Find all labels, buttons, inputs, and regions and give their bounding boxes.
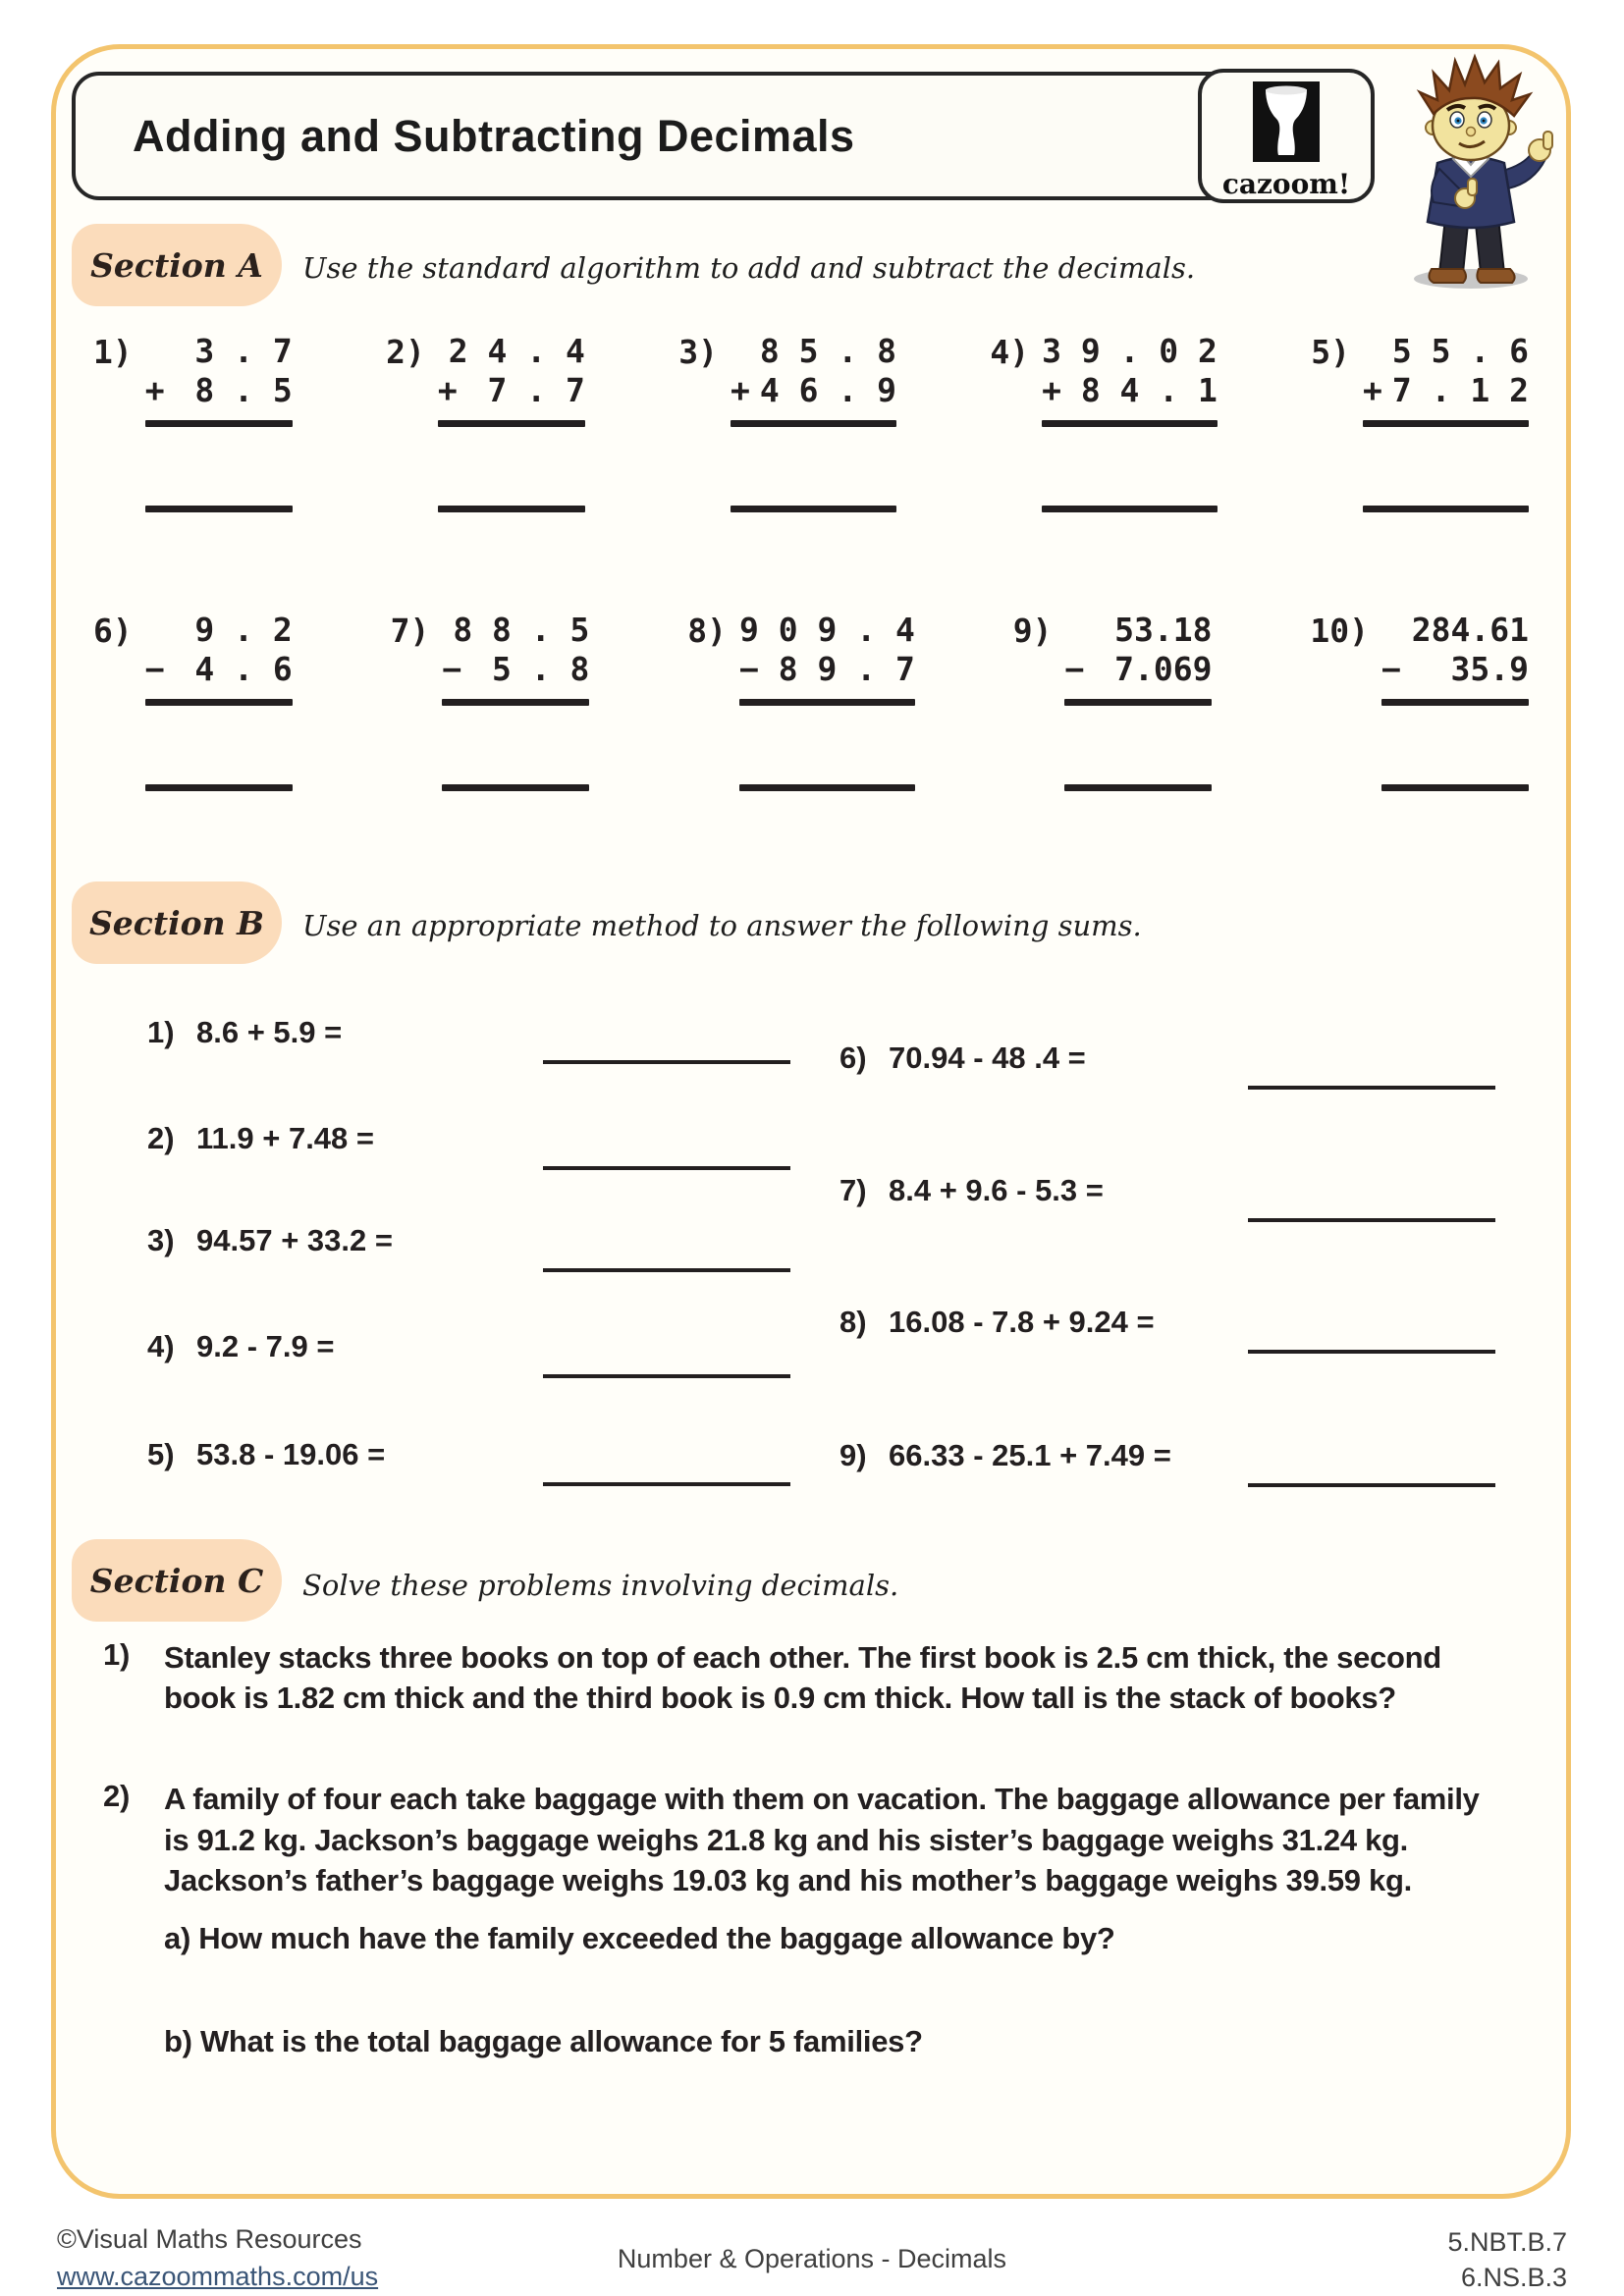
bottom-operand: 8 9 . 7 bbox=[778, 650, 915, 689]
sum-line bbox=[442, 699, 589, 706]
problem-number: 2) bbox=[147, 1121, 175, 1155]
top-operand: 8 8 . 5 bbox=[453, 611, 590, 649]
sum-line bbox=[438, 420, 585, 427]
expression: 11.9 + 7.48 = bbox=[196, 1121, 375, 1155]
bottom-operand: 4 . 6 bbox=[194, 650, 293, 689]
column-addition bbox=[145, 332, 293, 512]
section-b-right-column bbox=[839, 993, 1495, 1473]
column-addition bbox=[438, 332, 585, 512]
problem-a9 bbox=[1013, 611, 1213, 791]
problem-number: 1) bbox=[147, 1015, 175, 1049]
operator: + bbox=[144, 371, 165, 410]
column-addition bbox=[1042, 332, 1218, 512]
operator: − bbox=[1380, 650, 1401, 689]
bottom-operand: 4 6 . 9 bbox=[759, 371, 896, 410]
expression: 66.33 - 25.1 + 7.49 = bbox=[889, 1438, 1171, 1472]
answer-line bbox=[1064, 784, 1212, 791]
page-title: Adding and Subtracting Decimals bbox=[133, 110, 855, 161]
problem-number: 6) bbox=[839, 1041, 867, 1075]
top-operand: 284.61 bbox=[1411, 611, 1529, 649]
sum-line bbox=[145, 699, 293, 706]
sum-line bbox=[1064, 699, 1212, 706]
problem-a7 bbox=[391, 611, 590, 791]
problem-c1 bbox=[103, 1637, 1529, 1718]
operator: − bbox=[144, 650, 165, 689]
expression: 8.4 + 9.6 - 5.3 = bbox=[889, 1173, 1104, 1207]
expression: 9.2 - 7.9 = bbox=[196, 1329, 335, 1363]
problem-number: 1) bbox=[103, 1637, 130, 1672]
expression: 70.94 - 48 .4 = bbox=[889, 1041, 1086, 1075]
operator: − bbox=[1064, 650, 1085, 689]
cazoom-logo bbox=[1198, 69, 1375, 203]
column-subtraction bbox=[739, 611, 915, 791]
problem-a5 bbox=[1311, 332, 1529, 512]
answer-line bbox=[1248, 1483, 1495, 1487]
problem-b3 bbox=[147, 1223, 790, 1258]
problem-number: 9) bbox=[1012, 612, 1053, 650]
problem-number: 5) bbox=[147, 1437, 175, 1471]
bottom-operand: 7 . 7 bbox=[487, 371, 585, 410]
answer-line bbox=[739, 784, 915, 791]
section-a-label: Section A bbox=[72, 224, 282, 306]
section-c-label: Section C bbox=[72, 1539, 282, 1622]
operator: + bbox=[437, 371, 458, 410]
bottom-operand: 8 . 5 bbox=[194, 371, 293, 410]
problem-a1 bbox=[93, 332, 293, 512]
answer-line bbox=[543, 1166, 790, 1170]
top-operand: 53.18 bbox=[1114, 611, 1213, 649]
problem-number: 3) bbox=[678, 333, 718, 371]
section-c-instruction: Solve these problems involving decimals. bbox=[302, 1569, 899, 1602]
column-subtraction bbox=[1064, 611, 1212, 791]
column-subtraction bbox=[442, 611, 589, 791]
sub-question-a: a) How much have the family exceeded the baggage allowance by? bbox=[164, 1921, 1115, 1956]
answer-line bbox=[543, 1060, 790, 1064]
problem-number: 4) bbox=[147, 1329, 175, 1363]
sum-line bbox=[739, 699, 915, 706]
problem-number: 9) bbox=[839, 1438, 867, 1472]
problem-a4 bbox=[990, 332, 1218, 512]
answer-line bbox=[731, 506, 896, 512]
bottom-operand: 8 4 . 1 bbox=[1080, 371, 1218, 410]
expression: 8.6 + 5.9 = bbox=[196, 1015, 343, 1049]
problem-b7 bbox=[839, 1173, 1495, 1208]
problem-a8 bbox=[687, 611, 915, 791]
answer-line bbox=[1363, 506, 1529, 512]
section-a-instruction: Use the standard algorithm to add and subtract the decimals. bbox=[302, 251, 1196, 285]
answer-line bbox=[1248, 1086, 1495, 1090]
problem-number: 5) bbox=[1311, 333, 1351, 371]
problem-b6 bbox=[839, 1041, 1495, 1076]
problem-number: 4) bbox=[990, 333, 1030, 371]
problem-a10 bbox=[1310, 611, 1529, 791]
problem-number: 8) bbox=[687, 612, 728, 650]
top-operand: 9 0 9 . 4 bbox=[739, 611, 915, 649]
sub-question-b: b) What is the total baggage allowance for 5 families? bbox=[164, 2024, 923, 2059]
problem-c2 bbox=[103, 1779, 1529, 2061]
top-operand: 8 5 . 8 bbox=[759, 332, 896, 370]
answer-line bbox=[543, 1268, 790, 1272]
sum-line bbox=[1042, 420, 1218, 427]
problem-body: A family of four each take baggage with them on vacation. The baggage allowance per family is 91.2 kg. Jackson’s baggage weighs 21.8 kg and his sister’s baggage weighs 31.24 kg. Jackson’s father’s baggage weighs 19.03 kg and his mother’s baggage weighs 39.59 kg. bbox=[164, 1782, 1480, 1897]
answer-line bbox=[145, 784, 293, 791]
column-addition bbox=[731, 332, 896, 512]
top-operand: 5 5 . 6 bbox=[1391, 332, 1529, 370]
problem-b5 bbox=[147, 1437, 790, 1472]
expression: 94.57 + 33.2 = bbox=[196, 1223, 393, 1257]
problem-number: 3) bbox=[147, 1223, 175, 1257]
answer-line bbox=[543, 1482, 790, 1486]
bottom-operand: 5 . 8 bbox=[492, 650, 590, 689]
title-box bbox=[72, 72, 1372, 200]
problem-a2 bbox=[386, 332, 585, 512]
problem-number: 10) bbox=[1310, 612, 1369, 650]
section-a-row-2 bbox=[93, 611, 1529, 791]
answer-line bbox=[1248, 1218, 1495, 1222]
top-operand: 3 9 . 0 2 bbox=[1042, 332, 1218, 370]
word-problem-text: Stanley stacks three books on top of each other. The first book is 2.5 cm thick, the second book is 1.82 cm thick and the third book is 0.9 cm thick. How tall is the stack of books? bbox=[164, 1640, 1441, 1716]
problem-a6 bbox=[93, 611, 293, 791]
operator: + bbox=[1363, 371, 1382, 410]
answer-line bbox=[1042, 506, 1218, 512]
expression: 53.8 - 19.06 = bbox=[196, 1437, 386, 1471]
footer-standards bbox=[1447, 2224, 1567, 2296]
problem-number: 2) bbox=[386, 333, 425, 371]
operator: − bbox=[442, 650, 462, 689]
section-b-label: Section B bbox=[72, 881, 282, 964]
top-operand: 3 . 7 bbox=[194, 332, 293, 370]
problem-b1 bbox=[147, 1015, 790, 1050]
copyright-text: ©Visual Maths Resources bbox=[57, 2224, 362, 2254]
column-subtraction bbox=[145, 611, 293, 791]
website-link[interactable]: www.cazoommaths.com/us bbox=[57, 2262, 379, 2291]
section-b-left-column bbox=[147, 993, 790, 1472]
top-operand: 2 4 . 4 bbox=[448, 332, 585, 370]
column-addition bbox=[1363, 332, 1529, 512]
answer-line bbox=[1248, 1350, 1495, 1354]
problem-number: 2) bbox=[103, 1779, 130, 1814]
problem-number: 1) bbox=[93, 333, 133, 371]
standard-code-2: 6.NS.B.3 bbox=[1460, 2263, 1567, 2293]
problem-number: 7) bbox=[390, 612, 430, 650]
sum-line bbox=[145, 420, 293, 427]
top-operand: 9 . 2 bbox=[194, 611, 293, 649]
answer-line bbox=[442, 784, 589, 791]
djembe-drum-icon bbox=[1253, 81, 1320, 167]
problem-number: 6) bbox=[93, 612, 133, 650]
problem-b4 bbox=[147, 1329, 790, 1364]
problem-b8 bbox=[839, 1305, 1495, 1340]
answer-line bbox=[1381, 784, 1529, 791]
bottom-operand: 7 . 1 2 bbox=[1391, 371, 1529, 410]
mascot-boy-thumbs-up bbox=[1377, 49, 1565, 293]
bottom-operand: 7.069 bbox=[1114, 650, 1213, 689]
section-b-instruction: Use an appropriate method to answer the following sums. bbox=[302, 909, 1142, 942]
word-problem-text bbox=[164, 1779, 1489, 2061]
section-a-row-1 bbox=[93, 332, 1529, 512]
sum-line bbox=[731, 420, 896, 427]
logo-wordmark: cazoom! bbox=[1221, 168, 1351, 200]
sum-line bbox=[1381, 699, 1529, 706]
answer-line bbox=[543, 1374, 790, 1378]
answer-line bbox=[145, 506, 293, 512]
bottom-operand: 35.9 bbox=[1450, 650, 1529, 689]
problem-number: 7) bbox=[839, 1173, 867, 1207]
sum-line bbox=[1363, 420, 1529, 427]
footer-topic: Number & Operations - Decimals bbox=[617, 2244, 1007, 2273]
problem-a3 bbox=[678, 332, 896, 512]
expression: 16.08 - 7.8 + 9.24 = bbox=[889, 1305, 1155, 1339]
operator: − bbox=[739, 650, 759, 689]
operator: + bbox=[731, 371, 750, 410]
problem-b9 bbox=[839, 1438, 1495, 1473]
standard-code-1: 5.NBT.B.7 bbox=[1447, 2227, 1567, 2257]
problem-b2 bbox=[147, 1121, 790, 1156]
problem-number: 8) bbox=[839, 1305, 867, 1339]
answer-line bbox=[438, 506, 585, 512]
section-c-problems bbox=[103, 1637, 1529, 2123]
operator: + bbox=[1042, 371, 1061, 410]
column-subtraction bbox=[1381, 611, 1529, 791]
